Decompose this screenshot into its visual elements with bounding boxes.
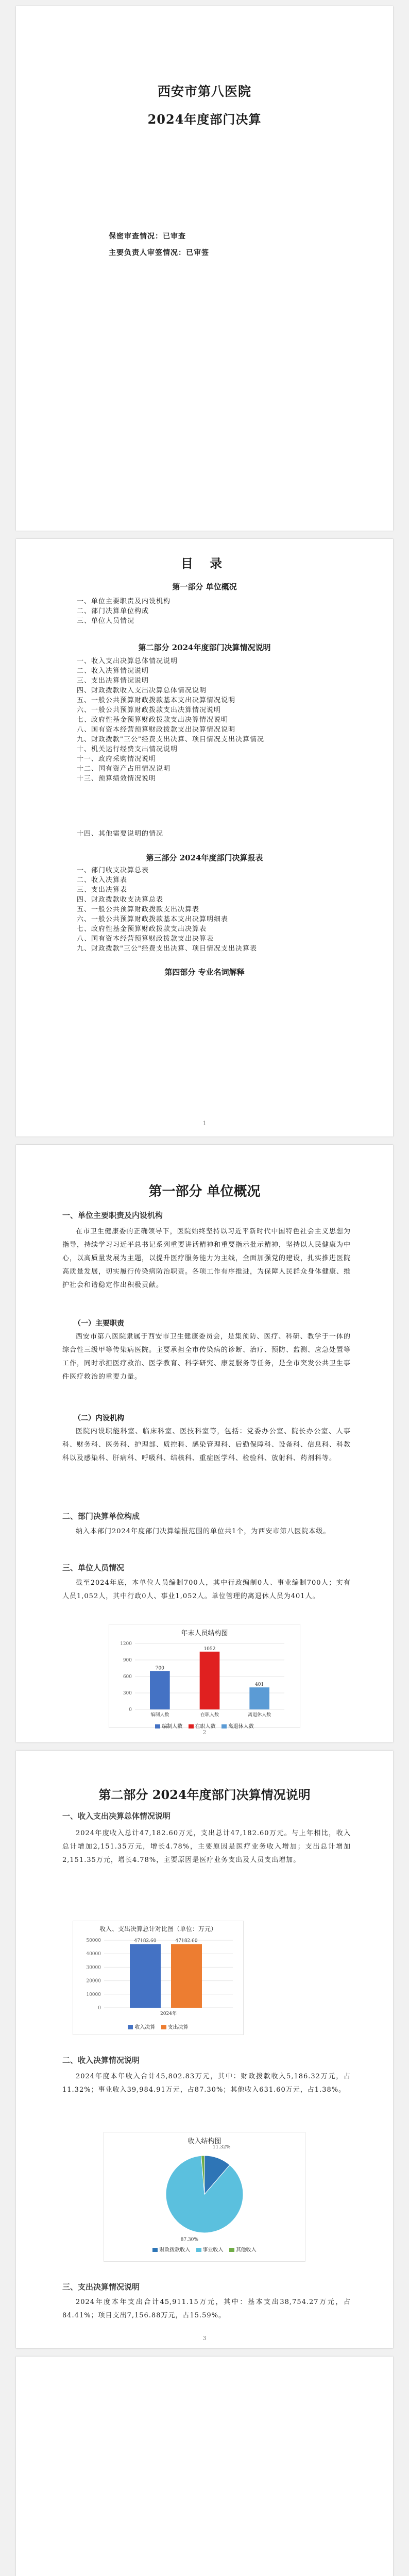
section-heading: 三、支出决算情况说明: [62, 2282, 140, 2292]
data-label: 1052: [203, 1646, 216, 1652]
toc-item[interactable]: 二、收入决算情况说明: [77, 667, 149, 675]
part1-title: 第一部分 单位概况: [148, 1184, 261, 1199]
toc-item[interactable]: 九、财政拨款"三公"经费支出决算、项目情况支出决算情况: [77, 736, 264, 743]
staff-bar-chart: [109, 1637, 300, 1720]
continuation-page: [16, 2357, 393, 2576]
legend-label: 其他收入: [235, 2247, 257, 2253]
data-label: 47182.60: [134, 1938, 157, 1944]
toc-item[interactable]: 十四、其他需要说明的情况: [77, 830, 164, 838]
toc-item[interactable]: 十、机关运行经费支出情况说明: [77, 745, 178, 753]
tick-label: 900: [123, 1658, 132, 1663]
legend-swatch: [161, 2025, 166, 2029]
tick-label: 1200: [120, 1641, 132, 1647]
tick-label: 300: [123, 1691, 132, 1696]
part1-page: [16, 1145, 393, 1742]
chart-legend: [104, 2245, 305, 2253]
toc-item[interactable]: 二、部门决算单位构成: [77, 607, 149, 615]
data-label: 401: [255, 1682, 264, 1688]
cover-page: [16, 6, 393, 531]
data-label: 47182.60: [175, 1938, 198, 1944]
toc-item[interactable]: 五、一般公共预算财政拨款支出决算表: [77, 906, 200, 913]
slice-label: 11.32%: [212, 2145, 231, 2150]
legend-swatch: [196, 2248, 201, 2252]
bar: [200, 1652, 220, 1709]
page-number: 1: [202, 1120, 207, 1127]
bar: [130, 1944, 161, 2008]
chart-title: 年末人员结构图: [181, 1630, 228, 1637]
toc-item[interactable]: 十二、国有资产占用情况说明: [77, 765, 171, 773]
confidentiality-review: 保密审查情况：已审查: [109, 232, 186, 241]
toc-part4: 第四部分 专业名词解释: [164, 968, 245, 977]
legend-label: 编制人数: [162, 1724, 183, 1730]
toc-item[interactable]: 七、政府性基金预算财政拨款支出决算情况说明: [77, 716, 229, 724]
tick-label: 20000: [86, 1978, 101, 1984]
legend-swatch: [128, 2025, 133, 2029]
legend-swatch: [155, 1724, 160, 1728]
paragraph: 2024年度本年支出合计45,911.15万元，其中：基本支出38,754.27万元，占84.41%；项目支出7,156.88万元，占15.59%。: [62, 2298, 351, 2319]
slice-label: [195, 2145, 210, 2147]
paragraph: 2024年度收入总计47,182.60万元，支出总计47,182.60万元。与上年相比，收入总计增加2,151.35万元，增长4.78%，主要原因是医疗业务收入增加；支出总计增加2,151.35万元，增长4.78%，主要原因是医疗业务支出及人员支出增加。: [62, 1829, 351, 1864]
toc-part3: 第三部分 2024年度部门决算报表: [146, 853, 263, 862]
toc-item[interactable]: 六、一般公共预算财政拨款支出决算情况说明: [77, 706, 221, 714]
section-heading: 一、单位主要职责及内设机构: [62, 1211, 163, 1220]
toc-item[interactable]: 二、收入决算表: [77, 876, 128, 884]
toc-item[interactable]: 四、财政拨款收入支出决算总体情况说明: [77, 687, 207, 694]
chart-legend: [109, 1722, 300, 1730]
legend-swatch: [152, 2248, 158, 2252]
legend-label: 在职人数: [195, 1724, 216, 1730]
cover-subtitle: 2024年度部门决算: [147, 112, 262, 127]
paragraph: 在市卫生健康委的正确领导下，医院始终坚持以习近平新时代中国特色社会主义思想为指导，持续学习习近平总书记系列重要讲话精神和重要指示批示精神，坚持以人民健康为中心，以高质量发展为主题，以提升医疗服务能力为主线，全面加强党的建设，扎实推进医院高质量发展，切实履行传染病防治职责。各项工作有序推进，为保障人民群众身体健康、维护社会和谐稳定作出积极贡献。: [62, 1228, 351, 1289]
toc-page: [16, 539, 393, 1137]
toc-part2-list: [77, 656, 345, 839]
part2-title: 第二部分 2024年度部门决算情况说明: [98, 1787, 311, 1802]
toc-item[interactable]: 一、部门收支决算总表: [77, 867, 149, 874]
section-heading: 二、收入决算情况说明: [62, 2056, 140, 2065]
toc-item[interactable]: 十三、预算绩效情况说明: [77, 775, 157, 783]
toc-item[interactable]: 五、一般公共预算财政拨款基本支出决算情况说明: [77, 697, 236, 704]
legend-label: 收入决算: [134, 2025, 156, 2030]
toc-item[interactable]: 八、国有资本经营预算财政拨款支出决算表: [77, 935, 214, 943]
section-heading: 一、收入支出决算总体情况说明: [62, 1811, 171, 1821]
paragraph: 医院内设职能科室、临床科室、医技科室等，包括：党委办公室、院长办公室、人事科、财务科、医务科、护理部、质控科、感染管理科、后勤保障科、设备科、信息科、科教科以及感染科、肝病科、呼吸科、结核科、重症医学科、检验科、放射科、药剂科等。: [62, 1428, 351, 1462]
category-label: 2024年: [160, 2011, 177, 2016]
chart-title: 收入结构图: [188, 2138, 221, 2145]
subsection-heading: （二）内设机构: [74, 1414, 124, 1422]
tick-label: 40000: [86, 1952, 101, 1957]
section-heading: 二、部门决算单位构成: [62, 1512, 140, 1521]
paragraph: 纳入本部门2024年度部门决算编报范围的单位共1个，为西安市第八医院本级。: [76, 1528, 331, 1535]
toc-item[interactable]: 一、收入支出决算总体情况说明: [77, 657, 178, 665]
chart-title: 收入、支出决算总计对比图（单位：万元）: [99, 1925, 217, 1933]
toc-item[interactable]: 三、单位人员情况: [77, 617, 135, 625]
bar: [249, 1687, 269, 1709]
legend-label: 财政拨款收入: [159, 2247, 191, 2253]
toc-part2: 第二部分 2024年度部门决算情况说明: [138, 643, 271, 652]
toc-part1: 第一部分 单位概况: [172, 582, 237, 591]
section-heading: 三、单位人员情况: [62, 1563, 125, 1572]
legend-label: 事业收入: [202, 2247, 224, 2253]
income-expense-chart: [73, 1921, 244, 2035]
toc-item[interactable]: 六、一般公共预算财政拨款基本支出决算明细表: [77, 916, 229, 923]
tick-label: 50000: [86, 1938, 101, 1943]
page-number: 2: [202, 1729, 207, 1736]
toc-item[interactable]: 三、支出决算表: [77, 886, 128, 894]
legend-swatch: [221, 1724, 227, 1728]
cover-title: 西安市第八医院: [157, 84, 251, 99]
toc-item[interactable]: 七、政府性基金预算财政拨款支出决算表: [77, 925, 207, 933]
legend-label: 离退休人数: [228, 1724, 254, 1730]
toc-part1-list: [77, 597, 345, 626]
chart-legend: [73, 2023, 243, 2030]
tick-label: 10000: [86, 1992, 101, 1997]
category-label: 离退休人数: [248, 1713, 271, 1718]
leader-signoff: 主要负责人审签情况：已审签: [109, 249, 209, 257]
bar: [171, 1944, 202, 2008]
toc-item[interactable]: 三、支出决算情况说明: [77, 677, 149, 685]
data-label: 700: [155, 1666, 164, 1671]
toc-item[interactable]: 四、财政拨款收支决算总表: [77, 896, 164, 904]
income-structure-chart: [104, 2132, 305, 2262]
toc-item[interactable]: 八、国有资本经营预算财政拨款支出决算情况说明: [77, 726, 236, 734]
toc-item[interactable]: 九、财政拨款"三公"经费支出决算、项目情况支出决算表: [77, 945, 257, 953]
toc-item[interactable]: 一、单位主要职责及内设机构: [77, 598, 171, 605]
toc-part3-list: [77, 866, 345, 954]
staff-chart: [109, 1624, 300, 1728]
paragraph: 截至2024年底，本单位人员编制700人，其中行政编制0人、事业编制700人；实有人员1,052人，其中行政0人、事业1,052人。单位管理的离退休人员为401人。: [62, 1579, 351, 1600]
legend-label: 支出决算: [167, 2025, 189, 2030]
toc-item[interactable]: 十一、政府采购情况说明: [77, 755, 157, 763]
paragraph: 2024年度本年收入合计45,802.83万元，其中：财政拨款收入5,186.32万元，占11.32%；事业收入39,984.91万元，占87.30%；其他收入631.60万元，占1.38%。: [62, 2073, 351, 2094]
part2-page: [16, 1751, 393, 2348]
income-pie-chart: [104, 2145, 305, 2243]
slice-label: 87.30%: [180, 2237, 198, 2243]
bar: [150, 1671, 170, 1709]
tick-label: 0: [98, 2006, 101, 2011]
page-number: 3: [202, 2335, 207, 2342]
tick-label: 30000: [86, 1965, 101, 1971]
paragraph: 西安市第八医院隶属于西安市卫生健康委员会，是集预防、医疗、科研、教学于一体的综合性三级甲等传染病医院。主要承担全市传染病的诊断、治疗、预防、监测、应急处置等工作，同时承担医疗救治、医学教育、科学研究、康复服务等任务，是全市突发公共卫生事件医疗救治的重要力量。: [62, 1333, 351, 1381]
toc-title: 目 录: [180, 556, 229, 571]
legend-swatch: [189, 1724, 194, 1728]
tick-label: 600: [123, 1674, 132, 1680]
category-label: 编制人数: [150, 1713, 169, 1718]
category-label: 在职人数: [200, 1713, 219, 1718]
subsection-heading: （一）主要职责: [74, 1319, 124, 1328]
legend-swatch: [229, 2248, 234, 2252]
income-expense-bar-chart: [73, 1933, 243, 2021]
tick-label: 0: [129, 1707, 132, 1713]
